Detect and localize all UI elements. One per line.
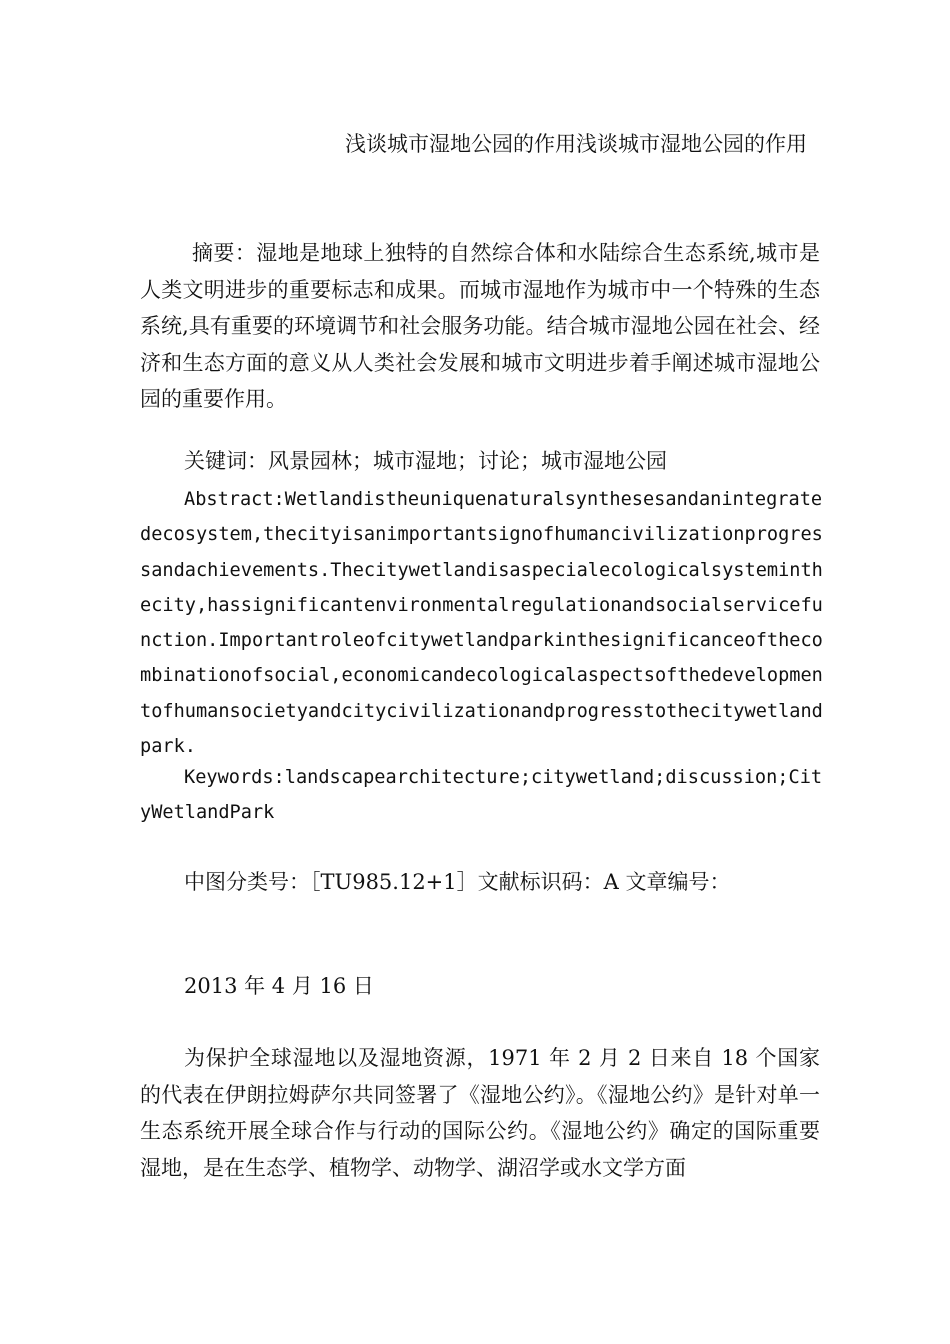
document-date: 2013 年 4 月 16 日: [184, 974, 374, 998]
classification-line: 中图分类号：［TU985.12+1］文献标识码：A 文章编号：: [184, 870, 731, 894]
english-keywords: Keywords:landscapearchitecture;citywetland;discussion;CityWetlandPark: [140, 767, 823, 824]
body-paragraph: 为保护全球湿地以及湿地资源，1971 年 2 月 2 日来自 18 个国家的代表在伊朗拉姆萨尔共同签署了《湿地公约》。《湿地公约》是针对单一生态系统开展全球合作与行动的国际公约。《湿地公约》确定的国际重要湿地，是在生态学、植物学、动物学、湖沼学或水文学方面: [140, 1046, 820, 1180]
document-title: 浅谈城市湿地公园的作用浅谈城市湿地公园的作用: [345, 132, 807, 156]
chinese-abstract: 摘要：湿地是地球上独特的自然综合体和水陆综合生态系统,城市是人类文明进步的重要标志和成果。而城市湿地作为城市中一个特殊的生态系统,具有重要的环境调节和社会服务功能。结合城市湿地公园在社会、经济和生态方面的意义从人类社会发展和城市文明进步着手阐述城市湿地公园的重要作用。: [140, 241, 820, 411]
chinese-keywords: 关键词：风景园林；城市湿地；讨论；城市湿地公园: [184, 449, 667, 473]
english-abstract: Abstract:Wetlandistheuniquenaturalsynthesesandanintegratedecosystem,thecityisanimportantsignofhumancivilizationprogressandachievements.Thecitywetlandisaspecialecologicalsysteminthecity,hassignificantenvironmentalregulationandsocialservicefunction.Importantroleofcitywetlandparkinthesignificanceofthecombinationofsocial,economicandecologicalaspectsofthedevelopmentofhumansocietyandcitycivilizationandprogresstothecitywetlandpark.: [140, 489, 823, 758]
